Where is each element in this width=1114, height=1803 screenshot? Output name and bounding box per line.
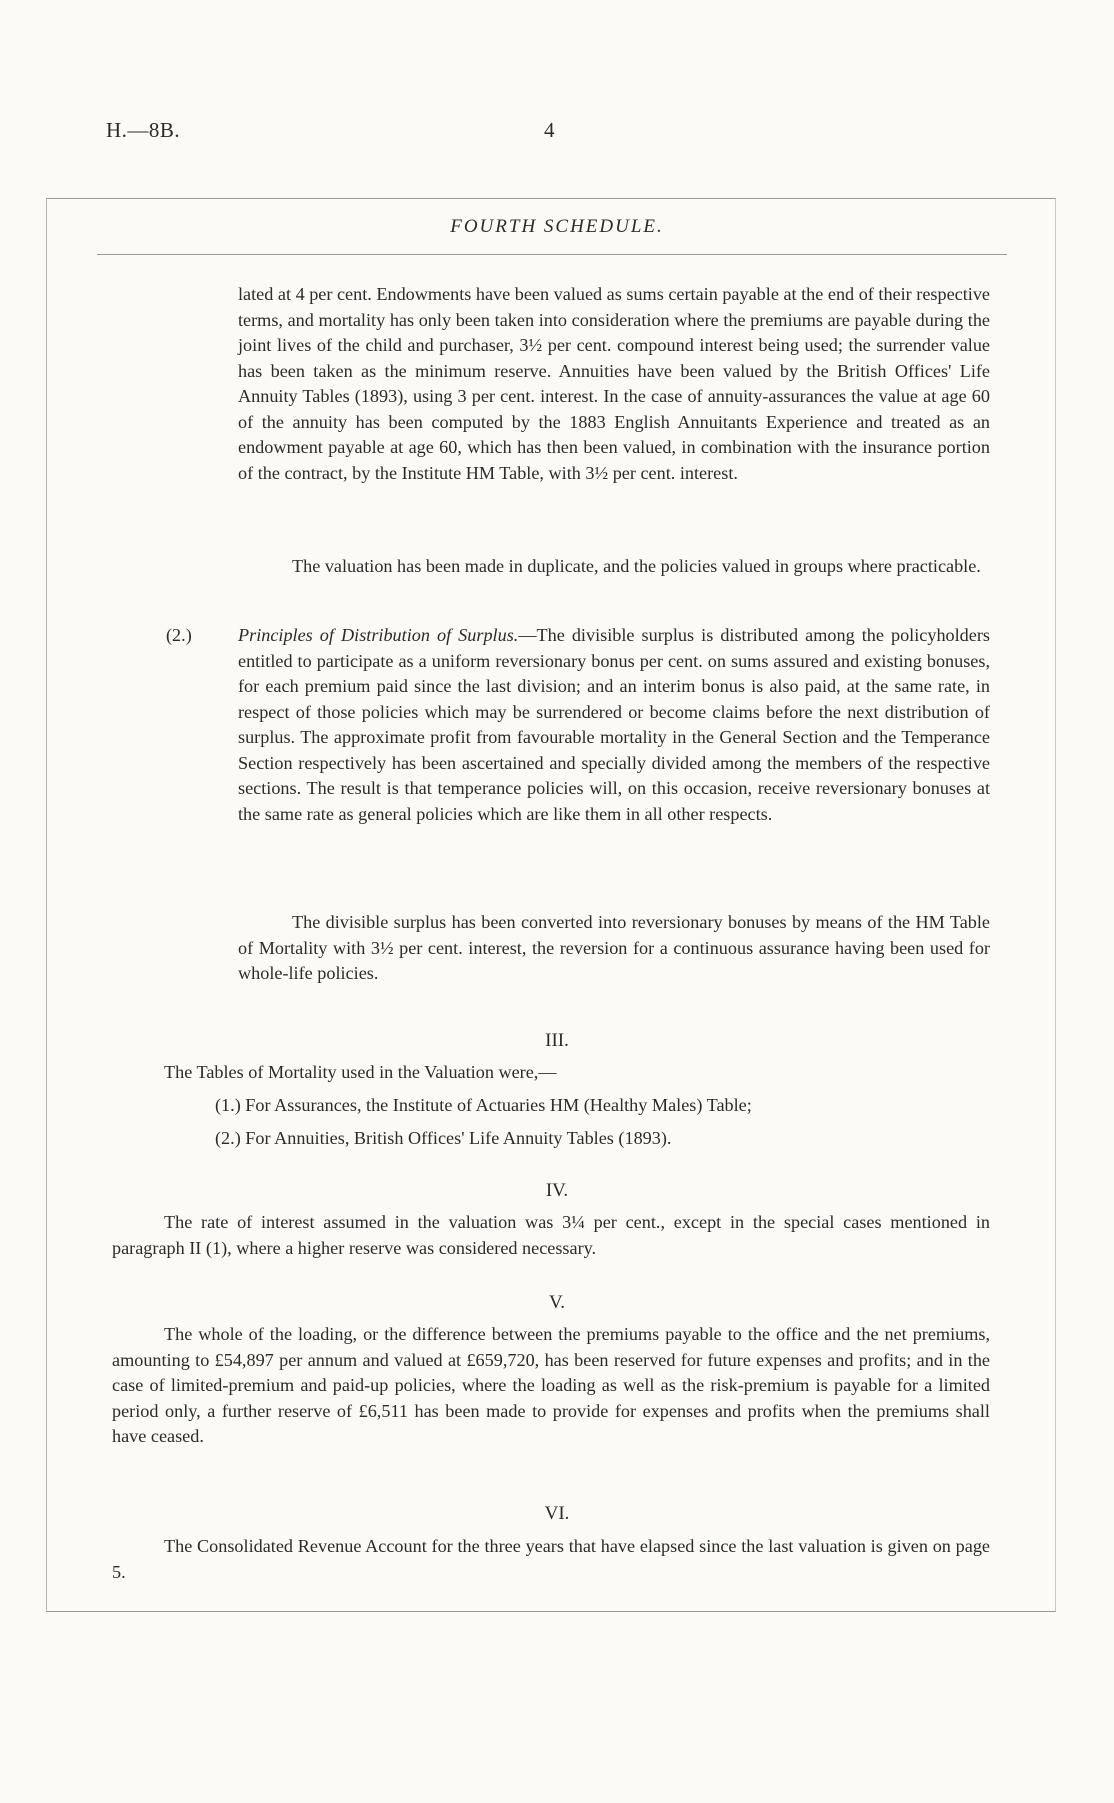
section-2-text: —The divisible surplus is distributed among the policyholders entitled to participate as a uniform reversionary bonus per cent. on sums assured and existing bonuses, for each premium paid since the last division; and an interim bonus is also paid, at the same rate, in respect of those policies which may be surrendered or become claims before the next distribution of surplus. The approximate profit from favourable mortality in the General Section and the Temperance Section respectively has been ascertained and specially divided among the members of the respective sections. The result is that temperance policies will, on this occasion, receive reversionary bonuses at the same rate as general policies which are like them in all other respects. [238, 625, 990, 824]
section-iii-intro: The Tables of Mortality used in the Valuation were,— [164, 1062, 557, 1082]
page-reference: H.—8B. [106, 118, 181, 142]
section-2-title: Principles of Distribution of Surplus. [238, 625, 519, 645]
section-v-heading: V. [548, 1292, 566, 1313]
page-number: 4 [544, 118, 555, 142]
section-vi-text: The Consolidated Revenue Account for the three years that have elapsed since the last valuation is given on page 5. [112, 1536, 990, 1582]
mortality-table-item: (1.) For Assurances, the Institute of Actuaries HM (Healthy Males) Table; [215, 1095, 752, 1115]
duplicate-paragraph: The valuation has been made in duplicate, and the policies valued in groups where practicable. [292, 556, 981, 576]
title-rule [97, 254, 1007, 255]
mortality-table-item: (2.) For Annuities, British Offices' Life Annuity Tables (1893). [215, 1128, 672, 1148]
section-iv-heading: IV. [545, 1180, 569, 1201]
section-iii-heading: III. [545, 1030, 569, 1051]
section-v-text: The whole of the loading, or the difference between the premiums payable to the office and the net premiums, amounting to £54,897 per annum and valued at £659,720, has been reserved for future expenses and profits; and in the case of limited-premium and paid-up policies, where the loading as well as the risk-premium is payable for a limited period only, a further reserve of £6,511 has been made to provide for expenses and profits when the premiums shall have ceased. [112, 1324, 990, 1446]
section-2-paragraph [238, 623, 990, 827]
schedule-title: FOURTH SCHEDULE. [450, 216, 664, 237]
continuation-paragraph: lated at 4 per cent. Endowments have been valued as sums certain payable at the end of their respective terms, and mortality has only been taken into consideration where the premiums are payable during the joint lives of the child and purchaser, 3½ per cent. compound interest being used; the surrender value has been taken as the minimum reserve. Annuities have been valued by the British Offices' Life Annuity Tables (1893), using 3 per cent. interest. In the case of annuity-assurances the value at age 60 of the annuity has been computed by the 1883 English Annuitants Experience and treated as an endowment payable at age 60, which has then been valued, in combination with the insurance portion of the contract, by the Institute HM Table, with 3½ per cent. interest. [238, 284, 990, 483]
section-iv-text: The rate of interest assumed in the valuation was 3¼ per cent., except in the special cases mentioned in paragraph II (1), where a higher reserve was considered necessary. [112, 1212, 990, 1258]
section-2-second-paragraph: The divisible surplus has been converted into reversionary bonuses by means of the HM Table of Mortality with 3½ per cent. interest, the reversion for a continuous assurance having been used for whole-life policies. [238, 912, 990, 983]
section-2-label: (2.) [166, 625, 192, 645]
section-vi-heading: VI. [544, 1503, 570, 1524]
